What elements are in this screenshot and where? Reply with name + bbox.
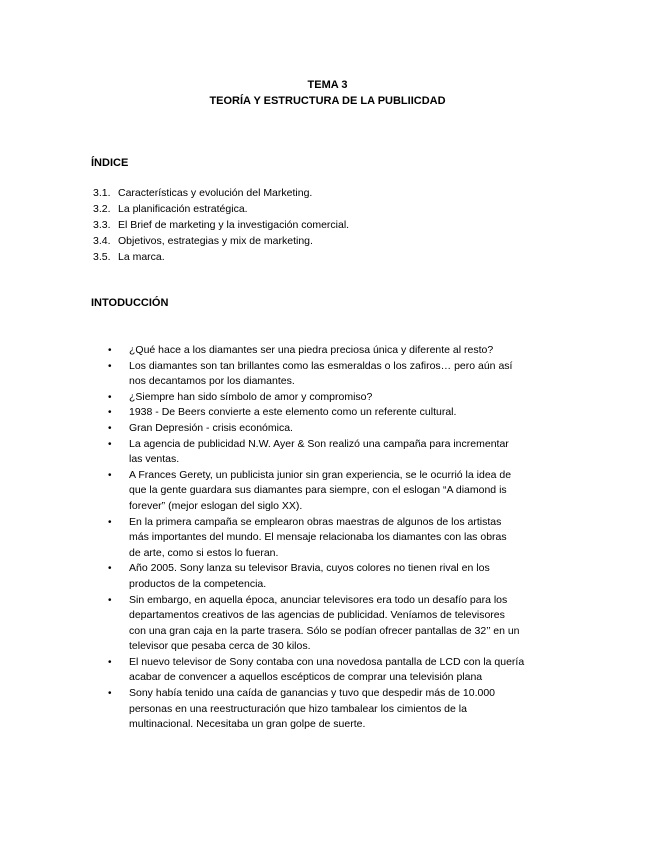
bullet-dot-icon: • [108,438,112,450]
toc-item-number: 3.4. [93,235,111,247]
bullet-item [108,515,573,562]
bullet-item [108,561,573,592]
bullet-text-line: Sin embargo, en aquella época, anunciar televisores era todo un desafío para los [129,593,508,606]
bullet-text-line: productos de la competencia. [129,577,267,590]
toc-item [93,233,349,249]
bullet-text-line: Sony había tenido una caída de ganancias y tuvo que despedir más de 10.000 [129,687,496,700]
toc-item [93,249,349,265]
bullet-dot-icon: • [108,656,112,668]
bullet-text-line: ¿Qué hace a los diamantes ser una piedra preciosa única y diferente al resto? [129,344,494,356]
bullet-dot-icon: • [108,360,112,372]
bullet-dot-icon: • [108,407,112,419]
title-block [0,77,655,109]
bullet-text-line: acabar de convencer a aquellos escépticos de comprar una televisión plana [129,671,483,684]
indice-heading: ÍNDICE [91,157,129,169]
bullet-text-line: personas en una reestructuración que hizo tambalear los cimientos de la [129,702,467,715]
bullet-text-line: departamentos creativos de las agencias de publicidad. Veníamos de televisores [129,609,505,622]
bullet-dot-icon: • [108,688,112,700]
bullet-text-line: nos decantamos por los diamantes. [129,375,295,388]
toc-item-number: 3.1. [93,187,111,199]
bullet-item [108,390,573,406]
bullet-item [108,421,573,437]
bullet-dot-icon: • [108,422,112,434]
bullet-text-line: más importantes del mundo. El mensaje relacionaba los diamantes con las obras [129,531,507,544]
toc-item-text: El Brief de marketing y la investigación comercial. [118,219,350,231]
bullet-text-line: Año 2005. Sony lanza su televisor Bravia, cuyos colores no tienen rival en los [129,562,490,575]
bullet-text-line: En la primera campaña se emplearon obras maestras de algunos de los artistas [129,515,502,528]
bullet-dot-icon: • [108,594,112,606]
bullet-item [108,359,573,390]
bullet-item [108,686,573,733]
bullet-text-line: A Frances Gerety, un publicista junior sin gran experiencia, se le ocurrió la idea de [129,468,512,481]
toc-item-number: 3.3. [93,219,111,231]
toc-item-text: La marca. [118,251,165,263]
bullet-dot-icon: • [108,563,112,575]
bullet-item [108,437,573,468]
course-subtitle: TEORÍA Y ESTRUCTURA DE LA PUBLIICDAD [209,95,446,107]
toc-item-text: Características y evolución del Marketing. [118,187,313,199]
bullet-text-line: con una gran caja en la parte trasera. Sólo se podían ofrecer pantallas de 32’’ en un [129,624,520,637]
toc-item-text: Objetivos, estrategias y mix de marketing. [118,235,313,247]
bullet-item [108,405,573,421]
introduccion-heading: INTODUCCIÓN [91,297,169,309]
bullet-text-line: El nuevo televisor de Sony contaba con una novedosa pantalla de LCD con la quería [129,655,525,668]
bullet-text-line: 1938 - De Beers convierte a este elemento como un referente cultural. [129,406,457,419]
bullet-text-line: ¿Siempre han sido símbolo de amor y compromiso? [129,390,373,403]
bullet-item [108,655,573,686]
table-of-contents [93,185,349,265]
bullet-text-line: que la gente guardara sus diamantes para siempre, con el eslogan “A diamond is [129,484,507,497]
bullet-dot-icon: • [108,345,112,356]
tema-title: TEMA 3 [307,79,348,91]
bullet-item [108,468,573,515]
toc-item [93,185,349,201]
toc-item [93,201,349,217]
toc-item-text: La planificación estratégica. [118,203,248,215]
bullet-text-line: Los diamantes son tan brillantes como las esmeraldas o los zafiros… pero aún así [129,359,513,372]
bullet-text-line: Gran Depresión - crisis económica. [129,421,293,434]
bullet-text-line: La agencia de publicidad N.W. Ayer & Son realizó una campaña para incrementar [129,437,509,450]
toc-item-number: 3.5. [93,251,111,263]
bullet-text-line: televisor que pesaba cerca de 30 kilos. [129,640,311,653]
bullet-dot-icon: • [108,516,112,528]
bullet-text-line: las ventas. [129,453,180,466]
toc-item-number: 3.2. [93,203,111,215]
bullet-dot-icon: • [108,391,112,403]
intro-bullet-list [108,343,573,733]
bullet-text-line: multinacional. Necesitaba un gran golpe de suerte. [129,718,366,731]
bullet-text-line: de arte, como si estos lo fueran. [129,546,279,559]
bullet-dot-icon: • [108,469,112,481]
toc-item [93,217,349,233]
bullet-item [108,343,573,359]
bullet-item [108,593,573,655]
bullet-text-line: forever” (mejor eslogan del siglo XX). [129,499,303,512]
